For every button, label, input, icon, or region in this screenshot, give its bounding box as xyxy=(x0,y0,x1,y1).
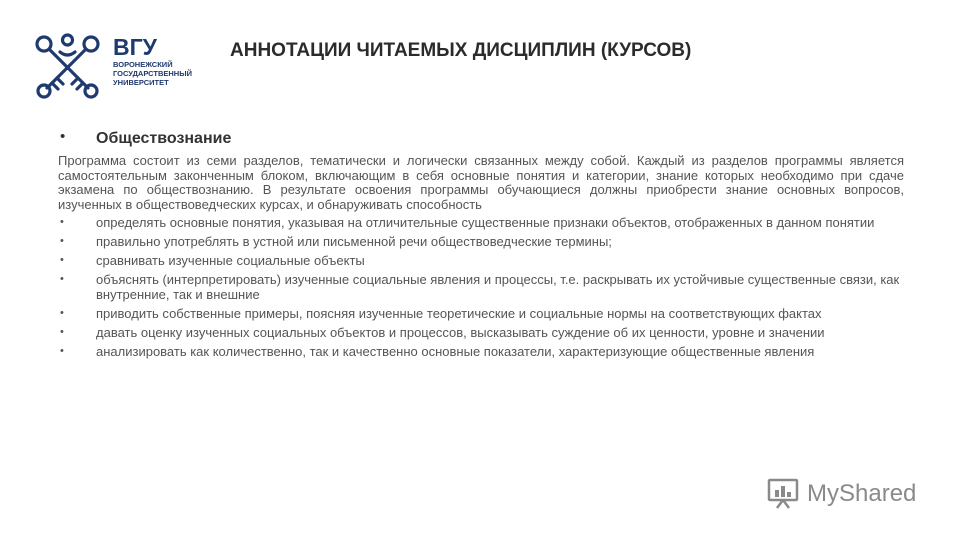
bullet-icon: • xyxy=(60,216,64,228)
slide-content xyxy=(58,128,904,363)
bullet-icon: • xyxy=(60,307,64,319)
page-title: АННОТАЦИИ ЧИТАЕМЫХ ДИСЦИПЛИН (КУРСОВ) xyxy=(230,40,692,61)
university-logo xyxy=(30,30,200,105)
list-item xyxy=(58,325,904,340)
list-item xyxy=(58,306,904,321)
bullet-icon: • xyxy=(60,254,64,266)
subject-description: Программа состоит из семи разделов, тематически и логически связанных между собой. Каждый из разделов программы является самостоятельным законченным блоком, включающим в себя основные понятия и категории, знание которых необходимо при сдаче экзамена по обществознанию. В результате освоения программы обучающиеся должны приобрести знание основных вопросов, изученных в обществоведческих курсах, и обнаруживать способность xyxy=(58,153,904,212)
list-item-text: давать оценку изученных социальных объектов и процессов, высказывать суждение об их ценности, уровне и значении xyxy=(96,325,825,340)
bullet-icon: • xyxy=(60,345,64,357)
list-item-text: анализировать как количественно, так и качественно основные показатели, характеризующие общественные явления xyxy=(96,344,815,359)
bullet-icon: • xyxy=(60,128,66,145)
list-item-text: сравнивать изученные социальные объекты xyxy=(96,253,365,268)
list-item-text: правильно употреблять в устной или письменной речи обществоведческие термины; xyxy=(96,234,612,249)
list-item xyxy=(58,253,904,268)
myshared-watermark xyxy=(766,476,926,512)
list-item xyxy=(58,272,904,302)
list-item xyxy=(58,215,904,230)
logo-name-line: ГОСУДАРСТВЕННЫЙ xyxy=(113,69,192,78)
bullet-icon: • xyxy=(60,326,64,338)
list-item-text: объяснять (интерпретировать) изученные социальные явления и процессы, т.е. раскрывать их устойчивые существенные связи, как внутренние, так и внешние xyxy=(96,272,900,302)
watermark-text: MyShared xyxy=(807,480,917,507)
list-item-text: определять основные понятия, указывая на отличительные существенные признаки объектов, отображенных в данном понятии xyxy=(96,215,875,230)
logo-name-line: УНИВЕРСИТЕТ xyxy=(113,78,169,87)
subject-heading xyxy=(58,128,904,152)
list-item xyxy=(58,344,904,359)
logo-name-line: ВОРОНЕЖСКИЙ xyxy=(113,60,173,69)
list-item-text: приводить собственные примеры, поясняя изученные теоретические и социальные нормы на соответствующих фактах xyxy=(96,306,822,321)
abilities-list xyxy=(58,215,904,359)
logo-abbreviation: ВГУ xyxy=(113,34,157,60)
logo-full-name xyxy=(113,60,203,87)
presentation-board-icon xyxy=(766,476,802,510)
bullet-icon: • xyxy=(60,235,64,247)
list-item xyxy=(58,234,904,249)
bullet-icon: • xyxy=(60,273,64,285)
crossed-keys-emblem-icon xyxy=(30,30,105,105)
subject-title: Обществознание xyxy=(96,130,232,147)
